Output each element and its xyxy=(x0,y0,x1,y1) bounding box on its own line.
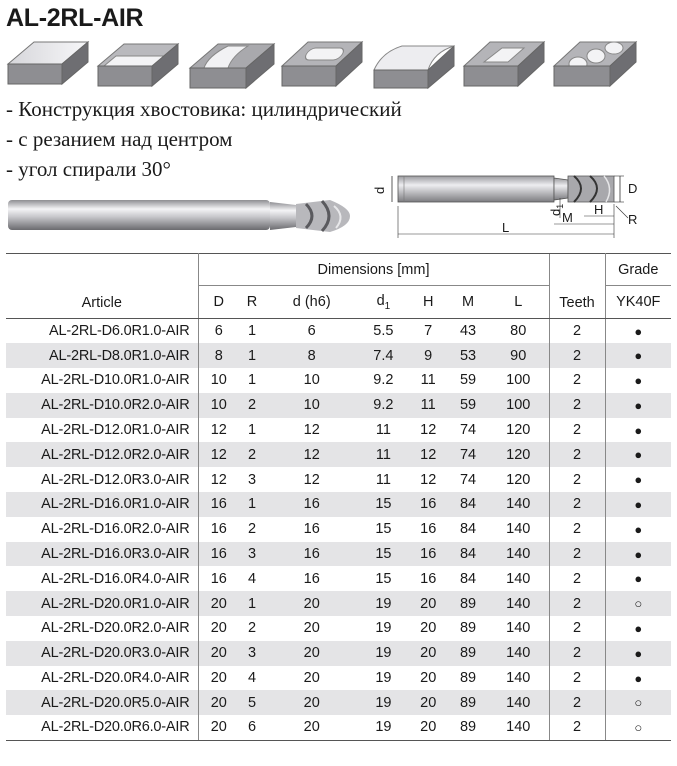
cell-m: 59 xyxy=(459,372,477,389)
cell-d: 20 xyxy=(265,715,359,740)
cell-l: 140 xyxy=(488,591,549,616)
cell-r: 4 xyxy=(247,570,257,587)
cell-teeth: 2 xyxy=(549,566,605,591)
cell-grade: ○ xyxy=(605,690,671,715)
cell-d: 20 xyxy=(265,591,359,616)
article-cell: AL-2RL-D20.0R4.0-AIR xyxy=(6,666,198,691)
label-d1: $d_1$ xyxy=(548,203,565,216)
cell-r: 3 xyxy=(247,471,257,488)
cell-d1: 15 xyxy=(375,570,392,587)
cell-r: 4 xyxy=(247,670,257,687)
cell-d: 12 xyxy=(210,422,227,439)
cell-r: 1 xyxy=(239,492,265,517)
cell-m: 89 xyxy=(459,620,477,637)
table-row xyxy=(6,566,671,591)
table-row xyxy=(6,418,671,443)
article-cell: AL-2RL-D16.0R1.0-AIR xyxy=(6,492,198,517)
article-cell: AL-2RL-D10.0R2.0-AIR xyxy=(6,393,198,418)
cell-teeth: 2 xyxy=(549,343,605,368)
cell-d: 16 xyxy=(210,570,227,587)
cell-teeth: 2 xyxy=(549,492,605,517)
cell-h: 20 xyxy=(420,620,437,637)
cell-l: 100 xyxy=(488,393,549,418)
cell-d: 12 xyxy=(303,422,320,439)
cell-grade: ● xyxy=(634,521,643,537)
article-cell: AL-2RL-D16.0R2.0-AIR xyxy=(6,517,198,542)
table-row xyxy=(6,319,671,344)
cell-h: 20 xyxy=(408,715,448,740)
cell-h: 20 xyxy=(408,591,448,616)
cell-h: 9 xyxy=(408,343,448,368)
cell-l: 100 xyxy=(506,372,531,389)
cell-r: 6 xyxy=(239,715,265,740)
slot-milling-block-icon xyxy=(96,34,180,94)
cell-h: 12 xyxy=(408,442,448,467)
cell-m: 89 xyxy=(448,690,488,715)
cell-l: 140 xyxy=(506,570,531,587)
article-cell: AL-2RL-D20.0R1.0-AIR xyxy=(6,591,198,616)
table-row xyxy=(6,666,671,691)
cell-r: 1 xyxy=(247,372,257,389)
article-cell: AL-2RL-D20.0R2.0-AIR xyxy=(6,616,198,641)
product-title: AL-2RL-AIR xyxy=(6,4,144,32)
profile-milling-block-icon xyxy=(372,34,456,94)
header-col-M: M xyxy=(448,286,488,319)
cell-r: 2 xyxy=(247,521,257,538)
cell-teeth: 2 xyxy=(549,442,605,467)
table-row xyxy=(6,442,671,467)
cell-d1: 11 xyxy=(375,471,391,488)
cell-m: 74 xyxy=(448,442,488,467)
cell-r: 3 xyxy=(239,641,265,666)
cell-grade: ● xyxy=(634,422,643,438)
header-col-D: D xyxy=(198,286,239,319)
table-row xyxy=(6,343,671,368)
table-row xyxy=(6,517,671,542)
article-cell: AL-2RL-D10.0R1.0-AIR xyxy=(6,368,198,393)
header-col-L: L xyxy=(488,286,549,319)
label-d: d xyxy=(372,186,387,194)
cell-teeth: 2 xyxy=(549,690,605,715)
header-dimensions: Dimensions [mm] xyxy=(198,254,549,286)
cell-d: 6 xyxy=(214,323,223,340)
cell-teeth: 2 xyxy=(549,418,605,443)
cell-teeth: 2 xyxy=(549,319,605,344)
table-row xyxy=(6,591,671,616)
article-cell: AL-2RL-D16.0R3.0-AIR xyxy=(6,542,198,567)
cell-l: 80 xyxy=(510,323,527,340)
cell-h: 11 xyxy=(420,372,436,389)
cell-teeth: 2 xyxy=(549,666,605,691)
header-col-d-h6: d (h6) xyxy=(265,286,359,319)
header-col-R: R xyxy=(239,286,265,319)
cell-grade: ● xyxy=(605,542,671,567)
cell-r: 1 xyxy=(239,591,265,616)
header-col-d1: $d_1$ xyxy=(358,286,408,319)
cell-d1: 15 xyxy=(375,521,392,538)
cell-d: 16 xyxy=(265,492,359,517)
table-row xyxy=(6,715,671,740)
cell-d1: 19 xyxy=(358,690,408,715)
article-cell: AL-2RL-D8.0R1.0-AIR xyxy=(6,343,198,368)
cell-h: 12 xyxy=(420,422,437,439)
cell-grade: ● xyxy=(634,670,643,686)
table-row xyxy=(6,467,671,492)
cell-grade: ● xyxy=(634,323,643,339)
cell-d: 10 xyxy=(198,393,239,418)
cell-h: 16 xyxy=(408,492,448,517)
cell-d: 12 xyxy=(210,471,227,488)
cell-d: 16 xyxy=(303,570,320,587)
label-M: M xyxy=(562,210,573,225)
cell-grade: ● xyxy=(634,620,643,636)
cell-d1: 9.2 xyxy=(358,393,408,418)
cell-r: 2 xyxy=(239,442,265,467)
cell-grade: ● xyxy=(634,571,643,587)
article-cell: AL-2RL-D20.0R3.0-AIR xyxy=(6,641,198,666)
cell-l: 120 xyxy=(506,471,531,488)
cell-m: 89 xyxy=(448,591,488,616)
cell-d: 20 xyxy=(265,690,359,715)
cell-d1: 15 xyxy=(358,542,408,567)
cell-teeth: 2 xyxy=(549,393,605,418)
plunge-milling-block-icon xyxy=(552,34,638,94)
cell-m: 89 xyxy=(448,715,488,740)
cell-d1: 9.2 xyxy=(373,372,394,389)
table-row xyxy=(6,690,671,715)
table-row xyxy=(6,393,671,418)
cell-m: 89 xyxy=(448,641,488,666)
cell-d1: 19 xyxy=(358,591,408,616)
header-grade: Grade xyxy=(605,254,671,286)
cell-l: 140 xyxy=(488,542,549,567)
cell-d: 20 xyxy=(198,641,239,666)
cell-l: 90 xyxy=(488,343,549,368)
cell-d: 16 xyxy=(210,521,227,538)
u-slot-block-icon xyxy=(188,34,276,94)
cell-r: 1 xyxy=(247,323,257,340)
cell-d: 12 xyxy=(303,471,320,488)
header-col-H: H xyxy=(408,286,448,319)
article-cell: AL-2RL-D20.0R6.0-AIR xyxy=(6,715,198,740)
cell-d: 20 xyxy=(303,670,320,687)
machining-icons-row xyxy=(0,34,677,96)
cell-d1: 15 xyxy=(358,492,408,517)
cell-m: 84 xyxy=(459,570,477,587)
cell-d: 20 xyxy=(210,620,227,637)
cell-grade: ● xyxy=(605,343,671,368)
cell-grade: ● xyxy=(634,472,643,488)
cell-d: 10 xyxy=(303,372,320,389)
cell-h: 16 xyxy=(420,521,437,538)
cell-d: 10 xyxy=(265,393,359,418)
cell-m: 89 xyxy=(459,670,477,687)
cell-d1: 7.4 xyxy=(358,343,408,368)
cell-teeth: 2 xyxy=(549,616,605,641)
cell-d1: 5.5 xyxy=(373,323,394,340)
cell-h: 20 xyxy=(408,641,448,666)
article-cell: AL-2RL-D12.0R3.0-AIR xyxy=(6,467,198,492)
cell-d: 12 xyxy=(265,442,359,467)
cell-d1: 19 xyxy=(375,620,392,637)
cell-l: 140 xyxy=(488,690,549,715)
cell-m: 84 xyxy=(459,521,477,538)
spec-table xyxy=(6,253,671,741)
cell-grade: ○ xyxy=(605,591,671,616)
cell-r: 3 xyxy=(239,542,265,567)
cell-grade: ● xyxy=(605,641,671,666)
cell-teeth: 2 xyxy=(549,467,605,492)
label-H: H xyxy=(594,202,604,217)
cell-l: 140 xyxy=(506,670,531,687)
cell-l: 120 xyxy=(488,442,549,467)
cell-m: 84 xyxy=(448,542,488,567)
cell-teeth: 2 xyxy=(549,368,605,393)
cell-m: 59 xyxy=(448,393,488,418)
cell-h: 16 xyxy=(408,542,448,567)
table-row xyxy=(6,492,671,517)
cell-l: 140 xyxy=(488,715,549,740)
cell-m: 43 xyxy=(459,323,477,340)
cell-l: 140 xyxy=(506,521,531,538)
cell-teeth: 2 xyxy=(549,641,605,666)
face-milling-block-icon xyxy=(6,34,90,94)
cell-m: 53 xyxy=(448,343,488,368)
cell-d: 20 xyxy=(198,715,239,740)
header-teeth: Teeth xyxy=(549,286,605,319)
cell-d: 20 xyxy=(198,591,239,616)
feature-center-cut: - с резанием над центром xyxy=(6,127,233,151)
cell-d: 20 xyxy=(303,620,320,637)
cell-teeth: 2 xyxy=(549,715,605,740)
cell-h: 20 xyxy=(408,690,448,715)
cell-h: 11 xyxy=(408,393,448,418)
cell-d: 10 xyxy=(210,372,227,389)
cell-d: 20 xyxy=(198,690,239,715)
cell-r: 2 xyxy=(239,393,265,418)
table-row xyxy=(6,542,671,567)
cell-l: 140 xyxy=(506,620,531,637)
article-cell: AL-2RL-D20.0R5.0-AIR xyxy=(6,690,198,715)
cell-d: 16 xyxy=(303,521,320,538)
cell-grade: ● xyxy=(605,393,671,418)
header-grade-name: YK40F xyxy=(605,286,671,319)
cell-d: 12 xyxy=(198,442,239,467)
cell-d: 8 xyxy=(198,343,239,368)
table-row xyxy=(6,641,671,666)
cell-d1: 19 xyxy=(358,641,408,666)
label-R: R xyxy=(628,212,638,227)
feature-helix-angle: - угол спирали 30° xyxy=(6,157,171,181)
table-row xyxy=(6,616,671,641)
cell-r: 2 xyxy=(247,620,257,637)
cell-grade: ○ xyxy=(605,715,671,740)
cell-l: 140 xyxy=(488,641,549,666)
end-mill-photo xyxy=(0,186,352,246)
feature-list xyxy=(6,94,402,184)
cell-r: 5 xyxy=(239,690,265,715)
cell-h: 20 xyxy=(420,670,437,687)
cell-d1: 11 xyxy=(375,422,391,439)
article-cell: AL-2RL-D6.0R1.0-AIR xyxy=(6,319,198,344)
article-cell: AL-2RL-D12.0R1.0-AIR xyxy=(6,418,198,443)
header-teeth-gap xyxy=(549,254,605,286)
cell-d: 16 xyxy=(198,492,239,517)
cell-d: 6 xyxy=(307,323,316,340)
cell-grade: ● xyxy=(605,492,671,517)
feature-shank: - Конструкция хвостовика: цилиндрический xyxy=(6,97,402,121)
end-mill-dimension-drawing xyxy=(362,158,672,242)
cell-m: 74 xyxy=(459,422,477,439)
cell-m: 74 xyxy=(459,471,477,488)
cell-grade: ● xyxy=(605,442,671,467)
cell-h: 16 xyxy=(420,570,437,587)
pocket-milling-block-icon xyxy=(280,34,364,94)
cell-h: 7 xyxy=(424,323,433,340)
cell-teeth: 2 xyxy=(549,591,605,616)
cell-m: 84 xyxy=(448,492,488,517)
cell-l: 140 xyxy=(488,492,549,517)
cell-d: 20 xyxy=(210,670,227,687)
cell-d: 16 xyxy=(198,542,239,567)
label-L: L xyxy=(502,220,510,235)
article-cell: AL-2RL-D12.0R2.0-AIR xyxy=(6,442,198,467)
cell-r: 1 xyxy=(247,422,257,439)
cell-grade: ● xyxy=(634,372,643,388)
cell-d1: 19 xyxy=(375,670,392,687)
table-row xyxy=(6,368,671,393)
cell-l: 120 xyxy=(506,422,531,439)
cell-d1: 19 xyxy=(358,715,408,740)
label-D: D xyxy=(628,181,638,196)
cell-teeth: 2 xyxy=(549,542,605,567)
ramping-block-icon xyxy=(462,34,546,94)
cell-d1: 11 xyxy=(358,442,408,467)
article-cell: AL-2RL-D16.0R4.0-AIR xyxy=(6,566,198,591)
cell-d: 20 xyxy=(265,641,359,666)
header-article: Article xyxy=(6,254,198,319)
cell-h: 12 xyxy=(420,471,437,488)
cell-teeth: 2 xyxy=(549,517,605,542)
cell-d: 8 xyxy=(265,343,359,368)
cell-r: 1 xyxy=(239,343,265,368)
cell-d: 16 xyxy=(265,542,359,567)
